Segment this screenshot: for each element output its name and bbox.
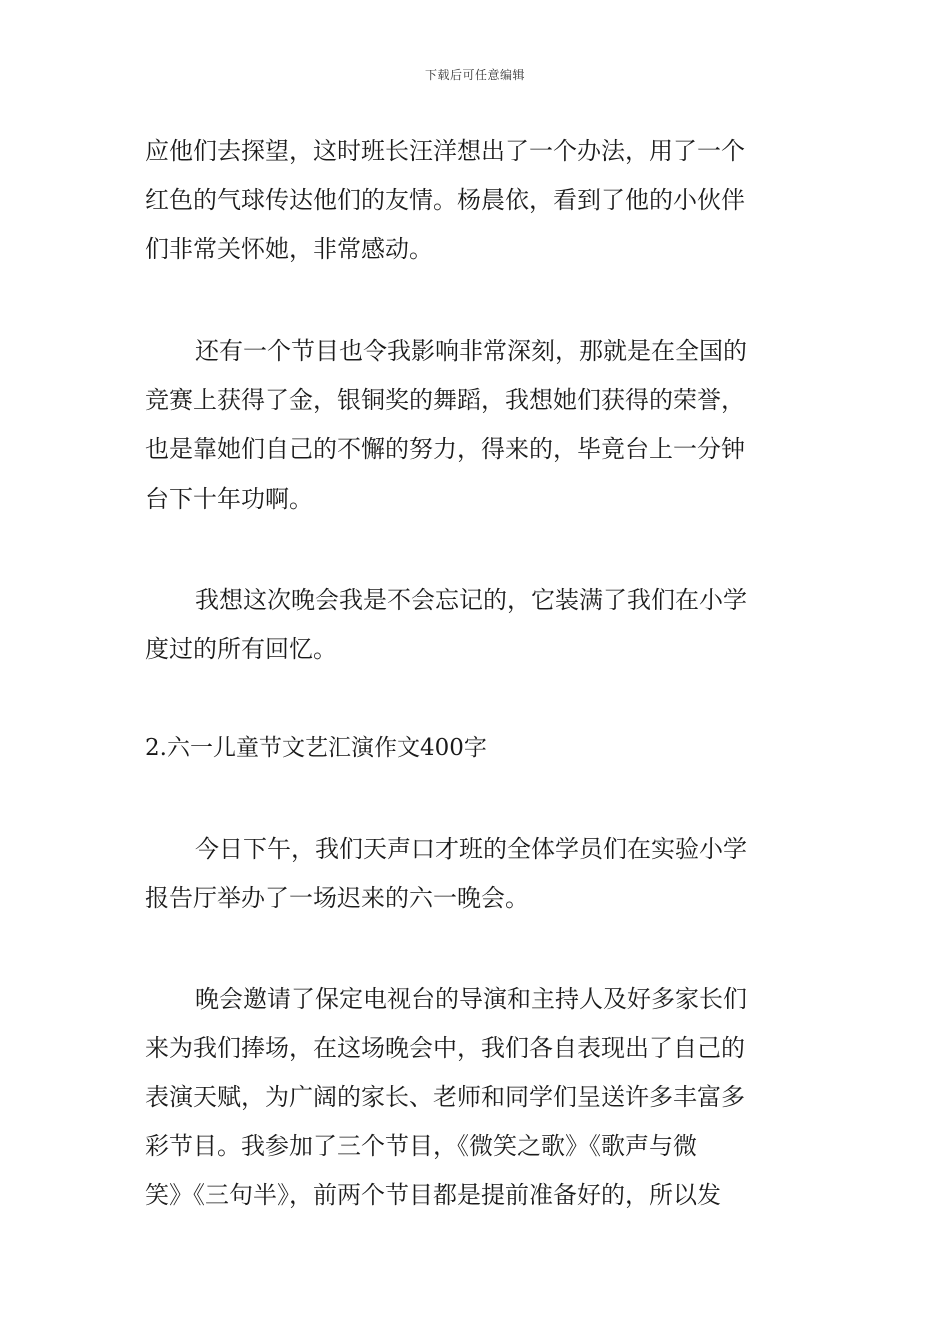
- paragraph-line: 表演天赋，为广阔的家长、老师和同学们呈送许多丰富多: [145, 1083, 745, 1111]
- paragraph-line: 笑》《三句半》，前两个节目都是提前准备好的，所以发: [145, 1181, 721, 1209]
- paragraph-line: 度过的所有回忆。: [145, 635, 337, 663]
- section-heading: 2.六一儿童节文艺汇演作文400字: [145, 735, 487, 761]
- paragraph-line: 还有一个节目也令我影响非常深刻，那就是在全国的: [195, 337, 747, 365]
- paragraph-line: 我想这次晚会我是不会忘记的，它装满了我们在小学: [195, 586, 747, 614]
- paragraph-line: 应他们去探望，这时班长汪洋想出了一个办法，用了一个: [145, 137, 745, 165]
- paragraph-line: 今日下午，我们天声口才班的全体学员们在实验小学: [195, 835, 747, 863]
- paragraph-line: 来为我们捧场，在这场晚会中，我们各自表现出了自己的: [145, 1034, 745, 1062]
- paragraph-line: 报告厅举办了一场迟来的六一晚会。: [145, 884, 529, 912]
- paragraph-line: 也是靠她们自己的不懈的努力，得来的，毕竟台上一分钟: [145, 435, 745, 463]
- paragraph-line: 红色的气球传达他们的友情。杨晨依，看到了他的小伙伴: [145, 186, 745, 214]
- paragraph-line: 竞赛上获得了金，银铜奖的舞蹈，我想她们获得的荣誉，: [145, 386, 745, 414]
- page-header: 下载后可任意编辑: [424, 68, 525, 82]
- paragraph-line: 们非常关怀她，非常感动。: [145, 235, 433, 263]
- paragraph-line: 彩节目。我参加了三个节目，《微笑之歌》《歌声与微: [145, 1132, 697, 1160]
- paragraph-line: 台下十年功啊。: [145, 485, 313, 513]
- paragraph-line: 晚会邀请了保定电视台的导演和主持人及好多家长们: [195, 985, 747, 1013]
